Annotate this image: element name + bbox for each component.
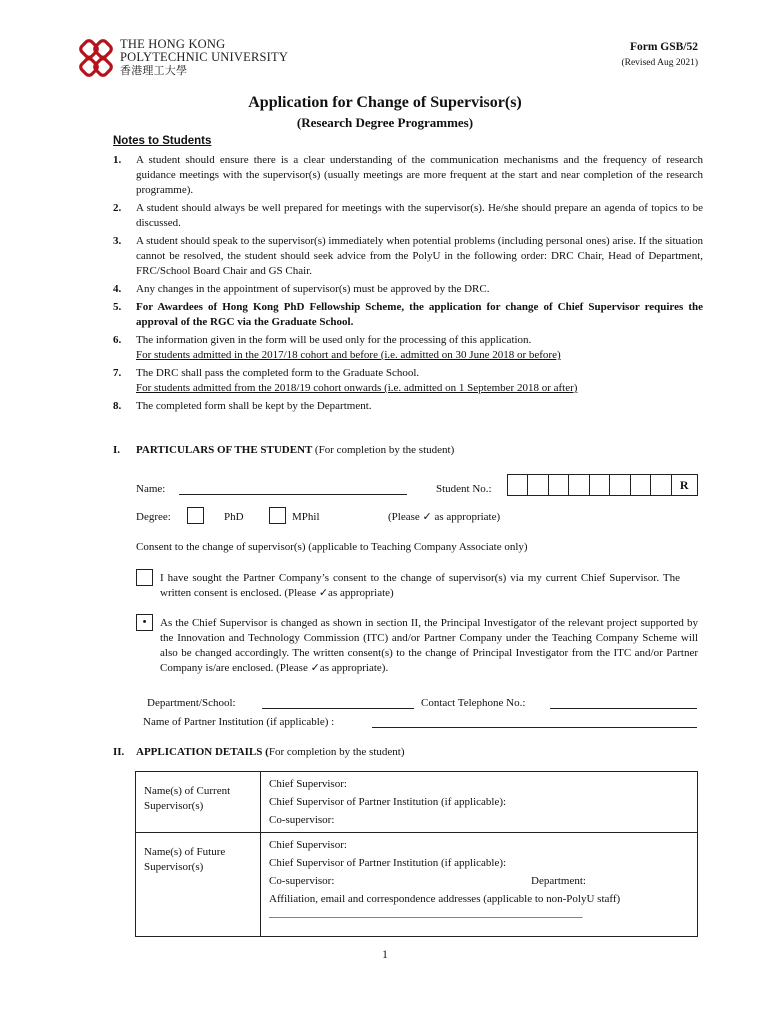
note-item: 4. Any changes in the appointment of supervisor(s) must be approved by the DRC. — [113, 283, 490, 295]
section-1-number: I. — [113, 444, 121, 456]
consent-option-2-text: As the Chief Supervisor is changed as shown in section II, the Principal Investigator of the relevant project supported by the Innovation and Technology Commission (ITC) and/or Partner Company under the Teaching Company Scheme will also be changed accordingly. The written consent(s) to the change of Principal Investigator from the ITC and/or Partner Company is/are enclosed. (Please ✓as appropriate). — [160, 617, 698, 674]
department-field[interactable] — [262, 708, 414, 709]
future-affiliation-field[interactable]: _________________________________________________________ — [269, 908, 583, 918]
page-number: 1 — [382, 949, 388, 961]
application-details-table — [135, 771, 698, 937]
section-2-number: II. — [113, 746, 125, 758]
note-item: 7. The DRC shall pass the completed form to the Graduate School. For students admitted from the 2018/19 cohort onwards (i.e. admitted on 1 September 2018 or after) — [113, 366, 703, 396]
consent-option-1-text: I have sought the Partner Company’s consent to the change of supervisor(s) via my current Chief Supervisor. The written consent is enclosed. (Please ✓as appropriate) — [160, 572, 680, 599]
current-chief-label: Chief Supervisor: — [269, 778, 347, 790]
cohort-note: For students admitted from the 2018/19 cohort onwards (i.e. admitted on 1 September 2018 or after) — [136, 382, 578, 394]
name-field[interactable] — [179, 494, 407, 495]
notes-heading: Notes to Students — [113, 135, 212, 147]
current-partner-label: Chief Supervisor of Partner Institution (if applicable): — [269, 796, 507, 808]
degree-note: (Please ✓ as appropriate) — [388, 511, 501, 523]
student-no-suffix: R — [679, 478, 689, 492]
future-co-row — [269, 872, 689, 890]
current-supervisors-label: Name(s) of Current Supervisor(s) — [136, 772, 261, 833]
consent-option-2-checkbox[interactable]: • — [136, 614, 153, 631]
future-partner-label: Chief Supervisor of Partner Institution (if applicable): — [269, 857, 507, 869]
current-supervisors-cell[interactable] — [261, 772, 698, 833]
university-cn: 香港理工大學 — [120, 65, 188, 77]
student-no-field[interactable] — [507, 474, 698, 496]
future-dept-label: Department: — [531, 875, 586, 887]
note-item: 5. For Awardees of Hong Kong PhD Fellowship Scheme, the application for change of Chief Supervisor requires the approval of the RGC via the Graduate School. — [113, 301, 703, 328]
current-co-label: Co-supervisor: — [269, 814, 335, 826]
future-chief-label: Chief Supervisor: — [269, 839, 347, 851]
form-number: Form GSB/52 — [629, 41, 698, 53]
consent-option-1-checkbox[interactable] — [136, 569, 153, 586]
telephone-field[interactable] — [550, 708, 697, 709]
university-line1: THE HONG KONG — [120, 37, 226, 51]
revision-date: (Revised Aug 2021) — [621, 58, 698, 68]
future-co-label: Co-supervisor: — [269, 875, 335, 887]
telephone-label: Contact Telephone No.: — [421, 697, 526, 709]
name-label: Name: — [136, 483, 166, 495]
university-name — [120, 38, 288, 78]
page-subtitle: (Research Degree Programmes) — [296, 115, 474, 130]
department-label: Department/School: — [147, 697, 236, 709]
future-supervisors-cell[interactable] — [261, 833, 698, 937]
future-supervisors-label: Name(s) of Future Supervisor(s) — [136, 833, 261, 937]
phd-checkbox[interactable] — [187, 507, 204, 524]
note-item: 8. The completed form shall be kept by the Department. — [113, 400, 372, 412]
note-item: 1. A student should ensure there is a clear understanding of the communication mechanisms and the frequency of research guidance meetings with the supervisor(s) (usually meetings are more frequent at the start and near completion of the research programme). — [113, 154, 703, 196]
polyu-logo-icon — [76, 38, 116, 80]
cohort-note: For students admitted in the 2017/18 cohort and before (i.e. admitted on 30 June 2018 or before) — [136, 349, 561, 361]
notes-list — [113, 153, 703, 417]
section-1-heading: PARTICULARS OF THE STUDENT (For completion by the student) — [136, 444, 455, 456]
section-2-heading: APPLICATION DETAILS (For completion by the student) — [136, 746, 405, 758]
student-no-label: Student No.: — [436, 483, 492, 495]
page-title: Application for Change of Supervisor(s) — [248, 94, 522, 111]
note-item: 2. A student should always be well prepared for meetings with the supervisor(s). He/she should prepare an agenda of topics to be discussed. — [113, 202, 703, 229]
mphil-label: MPhil — [292, 511, 320, 523]
note-item: 3. A student should speak to the supervisor(s) immediately when potential problems (including personal ones) arise. If the situation cannot be resolved, the student should seek advice from the PolyU in the following order: DRC Chair, Head of Department, FRC/School Board Chair and GS Chair. — [113, 235, 703, 277]
note-item: 6. The information given in the form will be used only for the processing of this application. For students admitted in the 2017/18 cohort and before (i.e. admitted on 30 June 2018 or before) — [113, 333, 703, 363]
mphil-checkbox[interactable] — [269, 507, 286, 524]
table-row — [136, 833, 698, 937]
table-row — [136, 772, 698, 833]
degree-label: Degree: — [136, 511, 171, 523]
partner-institution-label: Name of Partner Institution (if applicable) : — [143, 716, 335, 728]
university-line2: POLYTECHNIC UNIVERSITY — [120, 50, 289, 64]
consent-intro: Consent to the change of supervisor(s) (applicable to Teaching Company Associate only) — [136, 541, 528, 553]
phd-label: PhD — [224, 511, 244, 523]
future-affiliation-label: Affiliation, email and correspondence addresses (applicable to non-PolyU staff) — [269, 893, 621, 905]
partner-institution-field[interactable] — [372, 727, 697, 728]
